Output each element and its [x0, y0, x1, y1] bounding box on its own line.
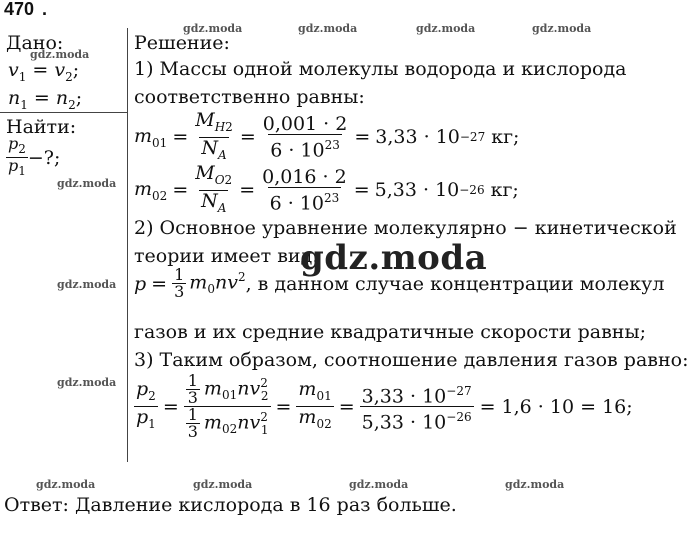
watermark: gdz.moda: [57, 278, 117, 291]
m02-equation: $m_{02}$ = $\frac{M_{O2}}{N_A}$ = $\frac{0,016 \cdot 2}{6 \cdot 10^{23}}$ = 5,33 · 10 −26 кг;: [134, 163, 519, 218]
given-label: Дано:: [6, 32, 64, 54]
watermark: gdz.moda: [57, 376, 117, 389]
given-line-1: $v_1 = v_2$;: [8, 59, 80, 84]
watermark: gdz.moda: [532, 22, 592, 35]
watermark: gdz.moda: [36, 478, 96, 491]
column-divider: [127, 28, 128, 462]
problem-number-dot: .: [42, 0, 48, 19]
watermark: gdz.moda: [30, 48, 90, 61]
m01-result-exp: −27: [459, 130, 486, 145]
watermark: gdz.moda: [193, 478, 253, 491]
solution-label: Решение:: [134, 32, 230, 54]
pressure-formula: p = $\frac{1}{3}$ $m_0nv^2$ , в данном случае концентрации молекул: [134, 265, 665, 301]
step2-line3: газов и их средние квадратичные скорости равны;: [134, 321, 646, 343]
final-num-exp: −27: [446, 383, 472, 398]
final-result: = 1,6 · 10 = 16;: [479, 395, 633, 418]
watermark: gdz.moda: [416, 22, 476, 35]
m02-numerator: 0,016 · 2: [262, 166, 347, 189]
given-line-2: $n_1 = n_2$;: [8, 87, 83, 112]
answer-line: Ответ: Давление кислорода в 16 раз больше.: [4, 494, 457, 516]
watermark: gdz.moda: [298, 22, 358, 35]
find-label: Найти:: [6, 116, 77, 138]
watermark: gdz.moda: [349, 478, 409, 491]
step1-line1: 1) Массы одной молекулы водорода и кислорода: [134, 58, 627, 80]
find-tail: −?;: [27, 146, 61, 169]
final-ratio: $\frac{p_2}{p_1}$ = $\frac{1}{3}$ $m_{01}nv^2_2$ $\frac{1}{3}$ $m_{02}nv^2_1$ = $\frac{m_{01}}{m_{02}}$ = $\frac{3,33 \cdot 10^{-27}}{5,33 \cdot 10^{-26}}$ = 1,6 · 10 = 16;: [136, 371, 633, 441]
step2-line1: 2) Основное уравнение молекулярно − кинетической: [134, 217, 677, 239]
step3-line1: 3) Таким образом, соотношение давления газов равно:: [134, 349, 688, 371]
m01-equation: $m_{01}$ = $\frac{M_{H2}}{N_A}$ = $\frac{0,001 \cdot 2}{6 \cdot 10^{23}}$ = 3,33 · 10 −27 кг;: [134, 110, 519, 165]
m02-result: 5,33 · 10: [374, 179, 460, 202]
m01-unit: кг;: [491, 126, 520, 149]
m01-numerator: 0,001 · 2: [262, 113, 348, 136]
m02-den-exp: 23: [323, 191, 340, 206]
problem-number: 470: [4, 0, 35, 19]
final-numerator: 3,33 · 10: [361, 385, 447, 407]
m02-result-exp: −26: [459, 183, 485, 198]
step1-line2: соответственно равны:: [134, 86, 365, 108]
m01-denominator: 6 · 10: [270, 139, 325, 162]
m01-den-exp: 23: [324, 138, 340, 153]
watermark: gdz.moda: [183, 22, 243, 35]
step2-formula-tail: , в данном случае концентрации молекул: [245, 272, 665, 295]
final-denominator: 5,33 · 10: [361, 411, 447, 434]
m01-result: 3,33 · 10: [375, 126, 460, 149]
find-expression: $\frac{p_2}{p_1}$ −?;: [8, 134, 61, 179]
step2-line2: теории имеет вид:: [134, 245, 319, 267]
watermark: gdz.moda: [505, 478, 565, 491]
m02-denominator: 6 · 10: [269, 192, 324, 215]
m02-unit: кг;: [490, 179, 519, 202]
final-den-exp: −26: [446, 410, 472, 424]
watermark: gdz.moda: [57, 177, 117, 190]
watermark-large: gdz.moda: [300, 238, 488, 278]
